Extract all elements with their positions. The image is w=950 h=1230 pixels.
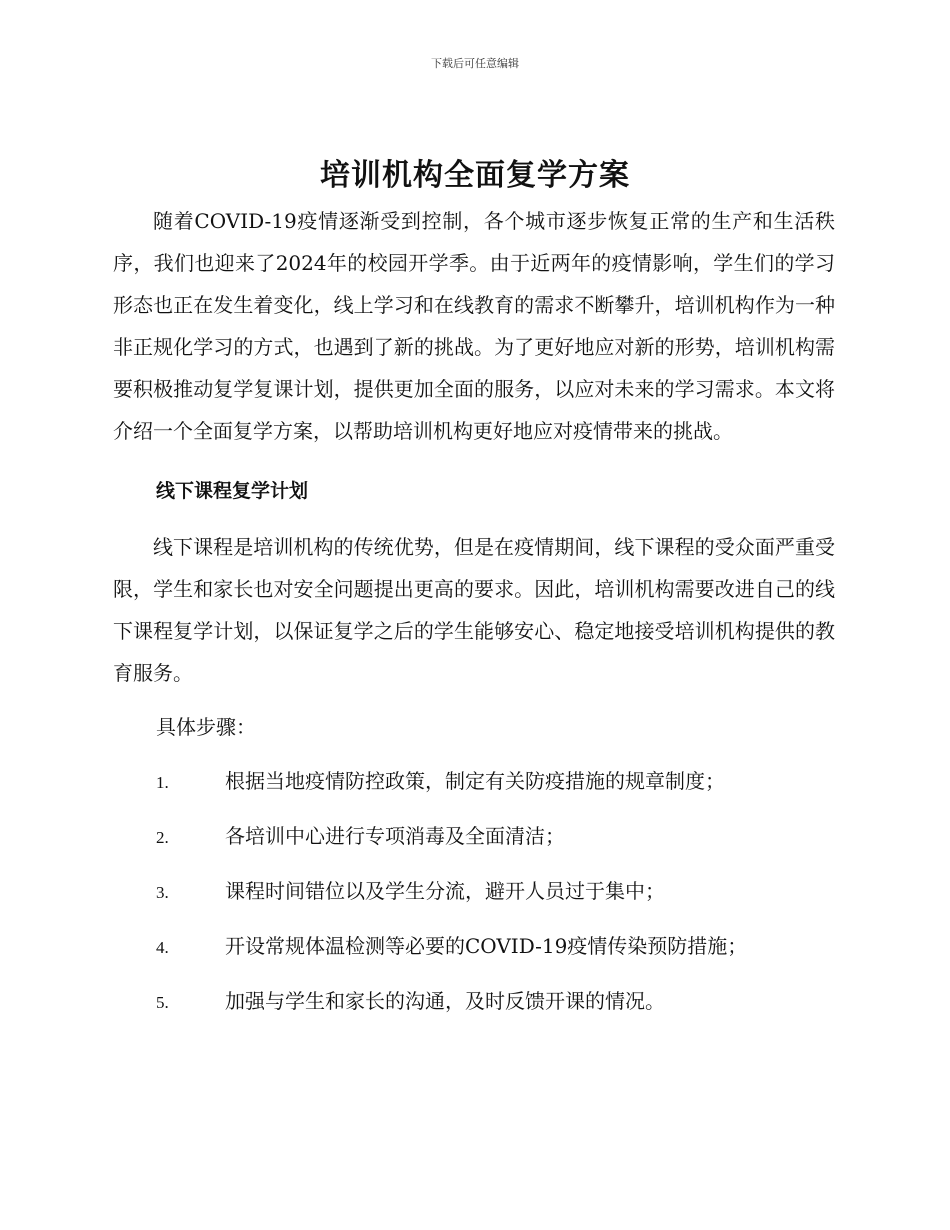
header-note: 下载后可任意编辑 <box>431 57 519 70</box>
steps-list <box>113 760 835 1022</box>
step-number: 3. <box>156 883 169 902</box>
list-item <box>113 760 835 802</box>
step-number: 2. <box>156 828 169 847</box>
section-paragraph: 线下课程是培训机构的传统优势，但是在疫情期间，线下课程的受众面严重受限，学生和家长也对安全问题提出更高的要求。因此，培训机构需要改进自己的线下课程复学计划，以保证复学之后的学生能够安心、稳定地接受培训机构提供的教育服务。 <box>113 535 835 685</box>
step-number: 1. <box>156 773 169 792</box>
document-title: 培训机构全面复学方案 <box>320 158 630 193</box>
intro-paragraph: 随着COVID-19疫情逐渐受到控制，各个城市逐步恢复正常的生产和生活秩序，我们也迎来了2024年的校园开学季。由于近两年的疫情影响，学生们的学习形态也正在发生着变化，线上学习和在线教育的需求不断攀升，培训机构作为一种非正规化学习的方式，也遇到了新的挑战。为了更好地应对新的形势，培训机构需要积极推动复学复课计划，提供更加全面的服务，以应对未来的学习需求。本文将介绍一个全面复学方案，以帮助培训机构更好地应对疫情带来的挑战。 <box>113 209 835 443</box>
list-item <box>113 815 835 857</box>
step-text: 开设常规体温检测等必要的COVID-19疫情传染预防措施； <box>225 934 748 958</box>
document-body <box>113 200 835 1035</box>
step-text: 根据当地疫情防控政策，制定有关防疫措施的规章制度； <box>225 769 725 793</box>
step-number: 4. <box>156 938 169 957</box>
list-item <box>113 980 835 1022</box>
section-heading: 线下课程复学计划 <box>156 480 309 502</box>
step-text: 各培训中心进行专项消毒及全面清洁； <box>225 824 565 848</box>
step-text: 加强与学生和家长的沟通，及时反馈开课的情况。 <box>225 989 665 1013</box>
step-text: 课程时间错位以及学生分流，避开人员过于集中； <box>225 879 665 903</box>
list-item <box>113 870 835 912</box>
steps-label: 具体步骤： <box>156 715 256 739</box>
step-number: 5. <box>156 993 169 1012</box>
list-item <box>113 925 835 967</box>
